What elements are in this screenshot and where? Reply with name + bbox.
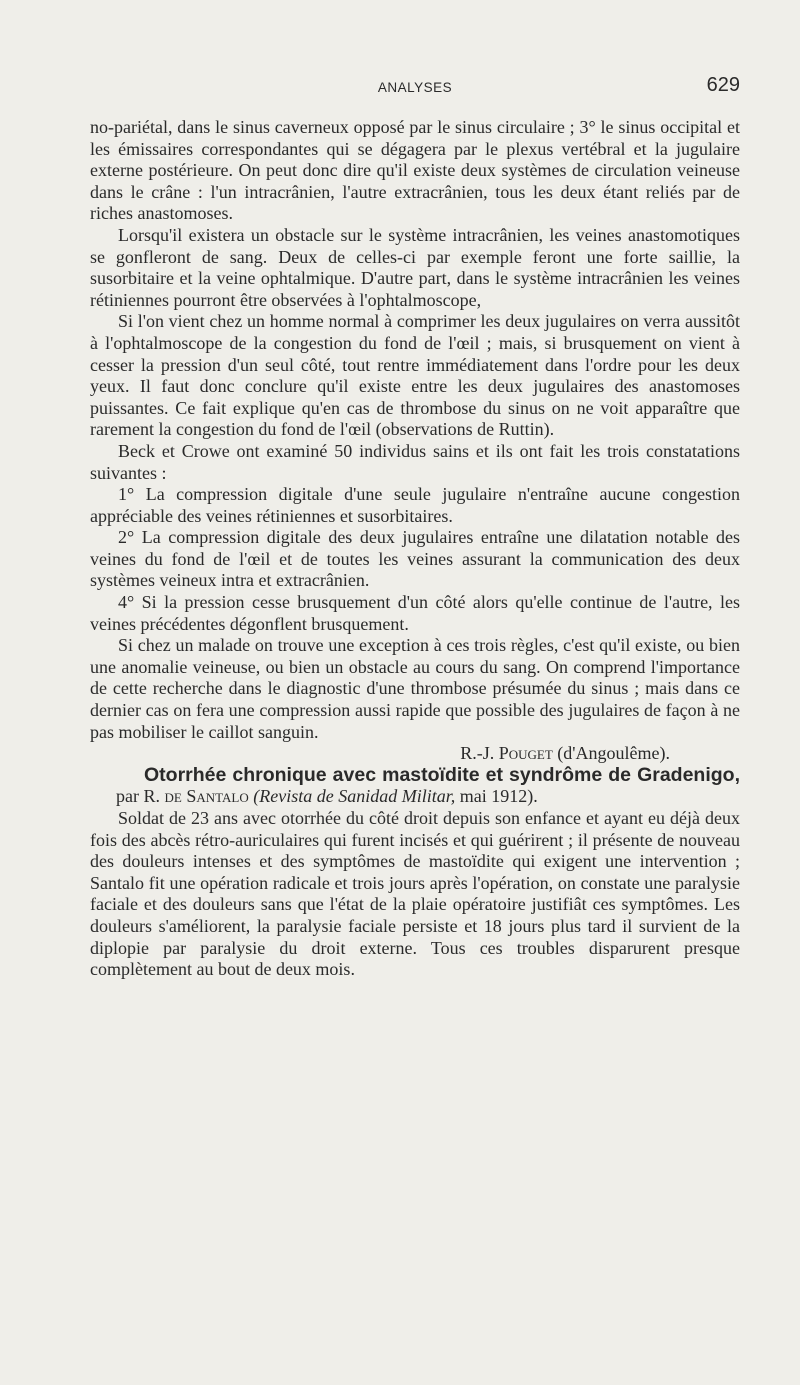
list-item: 1° La compression digitale d'une seule jugulaire n'entraîne aucune congestion appréciable des veines rétiniennes et susorbitaires. [90, 484, 740, 526]
article-heading [90, 765, 740, 808]
article-by: par R. [116, 786, 160, 807]
running-head [90, 74, 740, 104]
article-date: mai 1912). [459, 786, 538, 807]
running-title: ANALYSES [377, 80, 453, 95]
paragraph: no-pariétal, dans le sinus caverneux opposé par le sinus circulaire ; 3° le sinus occipital et les émissaires correspondantes qui se dégagera par le plexus vertébral et la jugulaire externe postérieure. On peut donc dire qu'il existe deux systèmes de circulation veineuse dans le crâne : l'un intracrânien, l'autre extracrânien, tous les deux étant reliés par de riches anastomoses. [90, 117, 740, 224]
paragraph: Si chez un malade on trouve une exception à ces trois règles, c'est qu'il existe, ou bien une anomalie veineuse, ou bien un obstacle au cours du sang. On comprend l'importance de cette recherche dans le diagnostic d'une thrombose présumée du sinus ; mais dans ce dernier cas on fera une compression aussi rapide que possible des jugulaires de façon à ne pas mobiliser le caillot sanguin. [90, 635, 740, 742]
list-item: 2° La compression digitale des deux jugulaires entraîne une dilatation notable des veines du fond de l'œil et de toutes les veines assurant la communication des deux systèmes veineux intra et extracrânien. [90, 527, 740, 591]
paragraph: Si l'on vient chez un homme normal à comprimer les deux jugulaires on verra aussitôt à l'ophtalmoscope de la congestion du fond de l'œil ; mais, si brusquement on vient à cesser la pression d'un seul côté, tout rentre immédiatement dans l'ordre pour les deux yeux. Il faut donc conclure qu'il existe entre les deux jugulaires des anastomoses puissantes. Ce fait explique qu'en cas de thrombose du sinus on ne voit apparaître que rarement la congestion du fond de l'œil (observations de Ruttin). [90, 311, 740, 440]
article-source: (Revista de Sanidad Militar, [253, 786, 456, 807]
signature [90, 743, 740, 765]
paragraph: Lorsqu'il existera un obstacle sur le système intracrânien, les veines anastomotiques se gonfleront de sang. Deux de celles-ci par exemple feront une forte saillie, la susorbitaire et la veine ophtalmique. D'autre part, dans le système intracrânien les veines rétiniennes pourront être observées à l'ophtalmoscope, [90, 224, 740, 310]
signature-author: R.-J. Pouget [460, 743, 553, 764]
article-title: Otorrhée chronique avec mastoïdite et syndrôme de Gradenigo, [144, 763, 740, 786]
body-text [90, 117, 740, 981]
paragraph: Beck et Crowe ont examiné 50 individus sains et ils ont fait les trois constatations suivantes : [90, 440, 740, 483]
article-particle: de [164, 786, 182, 807]
article-author: Santalo [186, 786, 249, 807]
page-number: 629 [706, 74, 740, 96]
list-item: 4° Si la pression cesse brusquement d'un côté alors qu'elle continue de l'autre, les veines précédentes dégonflent brusquement. [90, 592, 740, 634]
signature-place: (d'Angoulême). [557, 743, 670, 764]
article-text: Soldat de 23 ans avec otorrhée du côté droit depuis son enfance et ayant eu déjà deux fois des abcès rétro-auriculaires qui furent incisés et qui guérirent ; il présente de nouveau des douleurs intenses et des symptômes de mastoïdite qui exigent une intervention ; Santalo fit une opération radicale et trois jours après l'opération, on constate une paralysie faciale et des douleurs sans que l'état de la plaie opératoire justifiât ces symptômes. Les douleurs s'améliorent, la paralysie faciale persiste et 18 jours plus tard il survient de la diplopie par paralysie du droit externe. Tous ces troubles disparurent presque complètement au bout de deux mois. [90, 808, 740, 980]
